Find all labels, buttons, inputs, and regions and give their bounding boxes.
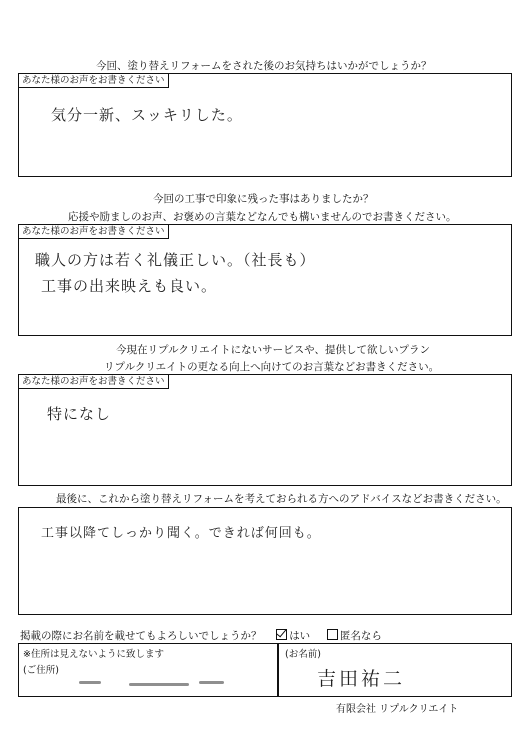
- question-3-sub: リプルクリエイトの更なる向上へ向けてのお言葉などお書きください。: [104, 361, 440, 373]
- name-box: [278, 643, 512, 697]
- question-2: 今回の工事で印象に残った事はありましたか？: [153, 193, 374, 205]
- consent-question: 掲載の際にお名前を載せてもよろしいでしょうか？: [20, 630, 262, 642]
- anonymous-label: 匿名なら: [339, 630, 382, 642]
- handwritten-answer: 職人の方は若く礼儀正しい。（社長も）: [35, 251, 316, 269]
- consent-row: [20, 628, 382, 643]
- yes-label: はい: [289, 630, 311, 642]
- answer-box-4: [18, 507, 512, 615]
- answer-box-label: あなた様のお声をお書きください: [19, 225, 169, 239]
- address-box: [18, 643, 278, 697]
- handwritten-name: 吉田祐二: [317, 668, 406, 690]
- anonymous-checkbox[interactable]: [327, 629, 338, 640]
- answer-box-1: [18, 73, 512, 177]
- redacted-address: [199, 681, 224, 684]
- address-note: ※住所は見えないように致します: [23, 649, 164, 660]
- question-3: 今現在リプルクリエイトにないサービスや、提供して欲しいプラン: [116, 344, 430, 356]
- handwritten-answer: 気分一新、スッキリした。: [51, 106, 243, 124]
- redacted-address: [79, 681, 101, 684]
- answer-box-label: あなた様のお声をお書きください: [19, 74, 169, 88]
- handwritten-answer: 工事の出来映えも良い。: [41, 277, 218, 295]
- answer-box-3: [18, 374, 512, 486]
- handwritten-answer: 工事以降てしっかり聞く。できれば何回も。: [41, 526, 321, 541]
- name-label: (お名前): [285, 649, 321, 660]
- company-name: 有限会社 リプルクリエイト: [336, 704, 459, 715]
- question-1: 今回、塗り替えリフォームをされた後のお気持ちはいかがでしょうか？: [96, 60, 432, 72]
- answer-box-label: あなた様のお声をお書きください: [19, 375, 169, 389]
- question-4: 最後に、これから塗り替えリフォームを考えておられる方へのアドバイスなどお書きください。: [56, 493, 507, 505]
- answer-box-2: [18, 224, 512, 336]
- redacted-address: [129, 683, 189, 686]
- address-label: (ご住所): [23, 665, 59, 676]
- yes-checkbox[interactable]: [276, 629, 287, 640]
- question-2-sub: 応援や励ましのお声、お褒めの言葉などなんでも構いませんのでお書きください。: [68, 211, 457, 223]
- handwritten-answer: 特になし: [47, 405, 112, 423]
